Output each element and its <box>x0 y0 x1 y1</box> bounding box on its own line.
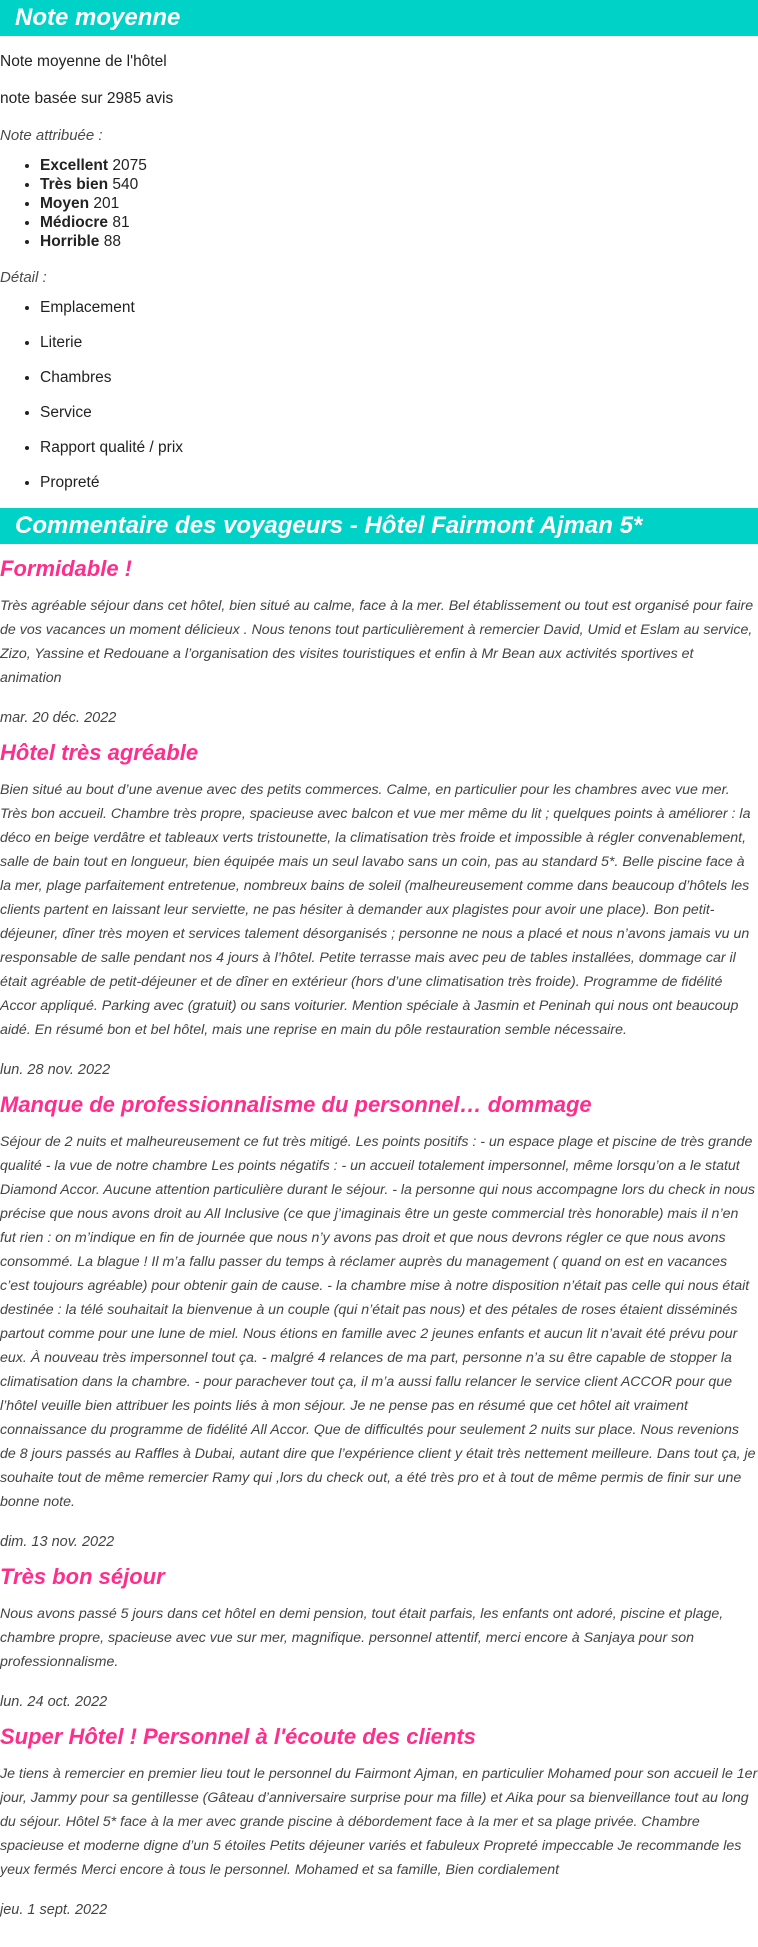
review-item <box>0 554 758 728</box>
detail-item-proprete: • Propreté <box>40 473 758 493</box>
review-item <box>0 738 758 1080</box>
review-body: Nous avons passé 5 jours dans cet hôtel en demi pension, tout était parfais, les enfants ont adoré, piscine et plage, chambre propre, spacieuse avec vue sur mer, magnifique. personnel attentif, merci encore à Sanjaya pour son professionnalisme. <box>0 1606 724 1670</box>
section-header-note-moyenne: Note moyenne <box>0 0 758 36</box>
rating-label: Moyen <box>40 195 90 212</box>
detail-item-rapport-qualite-prix: • Rapport qualité / prix <box>40 438 758 458</box>
review-body: Je tiens à remercier en premier lieu tout le personnel du Fairmont Ajman, en particulier Mohamed pour son accueil le 1er jour, Jammy pour sa gentillesse (Gâteau d’anniversaire surprise pour ma fille) et Aika pour sa bienveillance tout au long du séjour. Hôtel 5* face à la mer avec grande piscine à débordement face à la mer et sa plage privée. Chambre spacieuse et moderne digne d’un 5 étoiles Petits déjeuner variés et fabuleux Propreté impeccable Je recommande les yeux fermés Merci encore à tous le personnel. Mohamed et sa famille, Bien cordialement <box>0 1766 758 1878</box>
review-item <box>0 1562 758 1712</box>
review-title: Très bon séjour <box>0 1564 165 1589</box>
review-date: mar. 20 déc. 2022 <box>0 710 117 726</box>
review-item <box>0 1090 758 1552</box>
review-body: Bien situé au bout d’une avenue avec des petits commerces. Calme, en particulier pour les chambres avec vue mer. Très bon accueil. Chambre très propre, spacieuse avec balcon et vue mer même du lit ; quelques points à améliorer : la déco en beige verdâtre et tableaux verts tristounette, la climatisation très froide et impossible à régler convenablement, salle de bain tout en longueur, bien équipée mais un seul lavabo sans un coin, pas au standard 5*. Belle piscine face à la mer, plage parfaitement entretenue, nombreux bains de soleil (malheureusement comme dans beaucoup d’hôtels les clients partent en laissant leur serviette, ne pas hésiter à demander aux plagistes pour avoir une place). Bon petit-déjeuner, dîner très moyen et services talement désorganisés ; personne ne nous a placé et nous n’avons jamais vu un responsable de salle pendant nos 4 jours à l’hôtel. Petite terrasse mais avec peu de tables installées, dommage car il était agréable de petit-déjeuner et de dîner en extérieur (hors d’une climatisation très froide). Programme de fidélité Accor appliqué. Parking avec (gratuit) ou sans voiturier. Mention spéciale à Jasmin et Peninah qui nous ont beaucoup aidé. En résumé bon et bel hôtel, mais une reprise en main du pôle restauration semble nécessaire. <box>0 782 751 1038</box>
review-title: Hôtel très agréable <box>0 740 199 765</box>
review-title: Super Hôtel ! Personnel à l'écoute des clients <box>0 1724 476 1749</box>
detail-item-service: • Service <box>40 403 758 423</box>
rating-count: 81 <box>112 214 130 231</box>
detail-label: Détail : <box>0 269 47 286</box>
detail-item-literie: • Literie <box>40 333 758 353</box>
review-item <box>0 1722 758 1920</box>
rating-label: Horrible <box>40 233 100 250</box>
rating-item-horrible <box>40 232 758 251</box>
rating-item-moyen <box>40 194 758 213</box>
rating-count: 540 <box>112 176 139 193</box>
rating-item-tres-bien <box>40 175 758 194</box>
review-title: Manque de professionnalisme du personnel… dommage <box>0 1092 592 1117</box>
rating-item-excellent <box>40 156 758 175</box>
review-body: Séjour de 2 nuits et malheureusement ce fut très mitigé. Les points positifs : - un espace plage et piscine de très grande qualité - la vue de notre chambre Les points négatifs : - un accueil totalement impersonnel, même lorsqu’on a le statut Diamond Accor. Aucune attention particulière durant le séjour. - la personne qui nous accompagne lors du check in nous précise que nous avons droit au All Inclusive (ce que j’imaginais être un geste commercial très honorable) mais il n’en fut rien : on m’indique en fin de journée que nous n’y avons pas droit et que nous devrons régler ce que nous avons consommé. La blague ! Il m’a fallu passer du temps à réclamer auprès du management ( quand on est en vacances c’est toujours agréable) pour obtenir gain de cause. - la chambre mise à notre disposition n’était pas celle qui nous était destinée : la télé souhaitait la bienvenue à un couple (qui n’était pas nous) et des pétales de roses étaient disséminés partout comme pour une lune de miel. Nous étions en famille avec 2 jeunes enfants et aucun lit n’avait été prévu pour eux. À nouveau très impersonnel tout ça. - malgré 4 relances de ma part, personne n’a su être capable de stopper la climatisation dans la chambre. - pour parachever tout ça, il m’a aussi fallu relancer le service client ACCOR pour que l’hôtel veuille bien attribuer les points liés à mon séjour. Je ne pense pas en résumé que cet hôtel ait vraiment connaissance du programme de fidélité All Accor. Que de difficultés pour seulement 2 nuits sur place. Nous revenions de 8 jours passés au Raffles à Dubai, autant dire que l’expérience client y était très nettement meilleure. Dans tout ça, je souhaite tout de même remercier Ramy qui ,lors du check out, a été très pro et à tout de même permis de finir sur une bonne note. <box>0 1134 756 1510</box>
ratings-label: Note attribuée : <box>0 127 103 144</box>
ratings-list <box>0 156 758 251</box>
review-date: dim. 13 nov. 2022 <box>0 1534 115 1550</box>
hotel-average-title: Note moyenne de l'hôtel <box>0 53 167 70</box>
rating-label: Médiocre <box>40 214 109 231</box>
detail-item-chambres: • Chambres <box>40 368 758 388</box>
rating-count: 88 <box>103 233 121 250</box>
detail-item-emplacement: • Emplacement <box>40 298 758 318</box>
detail-list <box>0 298 758 493</box>
rating-label: Très bien <box>40 176 109 193</box>
section-header-comments: Commentaire des voyageurs - Hôtel Fairmont Ajman 5* <box>0 508 758 544</box>
rating-count: 2075 <box>112 157 147 174</box>
review-title: Formidable ! <box>0 556 133 581</box>
review-date: lun. 28 nov. 2022 <box>0 1062 111 1078</box>
rating-item-mediocre <box>40 213 758 232</box>
rating-label: Excellent <box>40 157 109 174</box>
review-date: jeu. 1 sept. 2022 <box>0 1902 108 1918</box>
review-date: lun. 24 oct. 2022 <box>0 1694 108 1710</box>
review-body: Très agréable séjour dans cet hôtel, bien situé au calme, face à la mer. Bel établissement ou tout est organisé pour faire de vos vacances un moment délicieux . Nous tenons tout particulièrement à remercier David, Umid et Eslam au service, Zizo, Yassine et Redouane a l’organisation des visites touristiques et enfin à Mr Bean aux activités sportives et animation <box>0 598 754 686</box>
reviews-count: note basée sur 2985 avis <box>0 90 174 107</box>
rating-count: 201 <box>93 195 120 212</box>
